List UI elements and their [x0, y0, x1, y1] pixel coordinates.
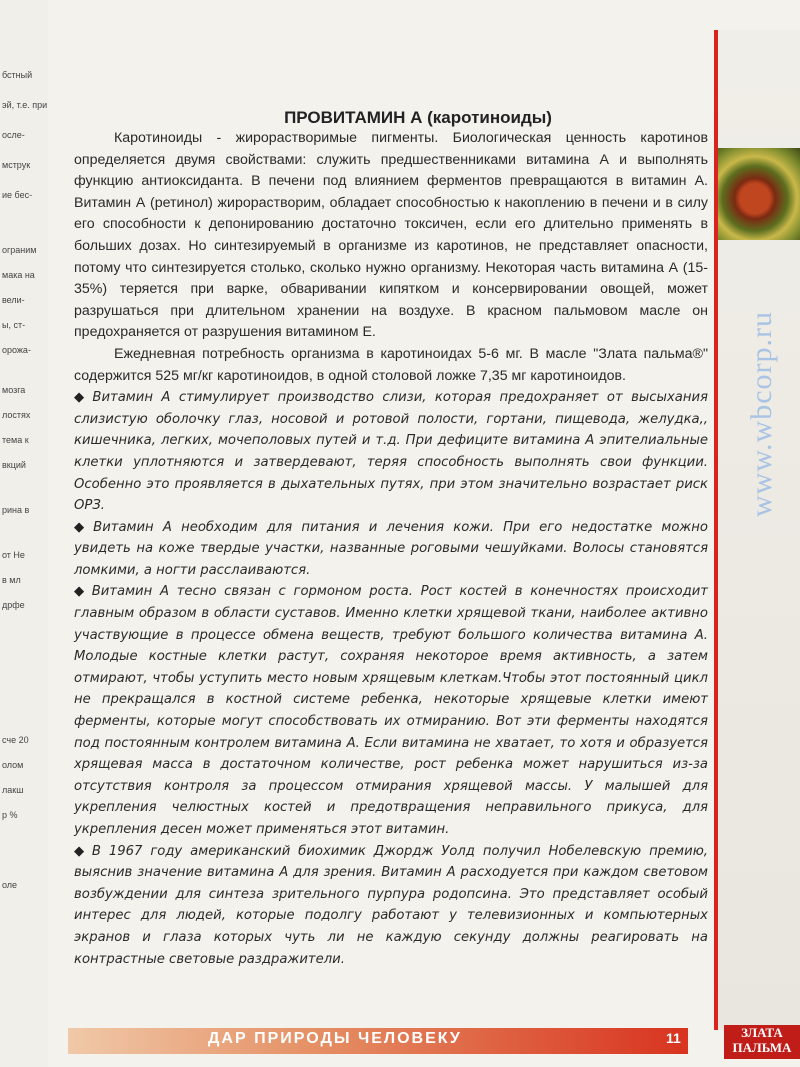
left-page-fragment: дрфе [2, 600, 25, 610]
left-page-fragment: лостях [2, 410, 31, 420]
left-page-fragment: оле [2, 880, 18, 890]
left-page-fragment: ограним [2, 245, 37, 255]
left-page-fragment: олом [2, 760, 24, 770]
left-page-fragment: орожа- [2, 345, 31, 355]
left-page-fragment: бстный [2, 70, 33, 80]
left-page-fragment: осле- [2, 130, 25, 140]
website-url: www.wbcorp.ru [745, 310, 778, 517]
left-page-fragment: вели- [2, 295, 25, 305]
brand-logo [724, 1025, 800, 1059]
diamond-bullet-icon: ◆ [74, 843, 88, 859]
left-page-fragment: в мл [2, 575, 21, 585]
left-page-fragment: мозга [2, 385, 26, 395]
article-body [74, 128, 708, 970]
bullet-item [74, 387, 708, 517]
left-page-edge [0, 0, 49, 1067]
bullet-item [74, 841, 708, 971]
page-number: 11 [666, 1030, 681, 1046]
left-page-fragment: мака на [2, 270, 35, 280]
left-page-fragment: эй, т.е. при [2, 100, 48, 110]
logo-text-line1: ЗЛАТА [741, 1025, 783, 1040]
left-page-fragment: вкций [2, 460, 26, 470]
left-page-fragment: ы, ст- [2, 320, 26, 330]
bullet-text: Витамин А стимулирует производство слизи, которая предохраняет от высыхания слизистую оболочку глаз, носовой и ротовой полости, гортани, пищевода, желудка,, кишечника, легких, мочеполовых путей и т.д. При дефиците витамина А эпителиальные клетки уплотняются и затвердевают, теряя способность выполнять свои функции. Особенно это проявляется в дыхательных путях, при этом значительно возрастает риск ОРЗ. [74, 390, 708, 514]
bullet-item [74, 581, 708, 840]
diamond-bullet-icon: ◆ [74, 584, 88, 600]
diamond-bullet-icon: ◆ [74, 519, 90, 535]
left-page-fragment: лакш [2, 785, 24, 795]
page-title: ПРОВИТАМИН А (каротиноиды) [284, 108, 552, 127]
brochure-page [48, 0, 800, 1067]
paragraph-daily-need: Ежедневная потребность организма в каротиноидах 5-6 мг. В масле "Злата пальма®" содержится 525 мг/кг каротиноидов, в одной столовой ложке 7,35 мг каротиноидов. [74, 345, 708, 384]
logo-text-line2: ПАЛЬМА [732, 1040, 792, 1055]
footer-slogan: ДАР ПРИРОДЫ ЧЕЛОВЕКУ [208, 1030, 462, 1047]
left-page-fragment: мструк [2, 160, 31, 170]
left-page-fragment: р % [2, 810, 18, 820]
left-page-fragment: рина в [2, 505, 30, 515]
paragraph-intro: Каротиноиды - жирорастворимые пигменты. Биологическая ценность каротинов определяется двумя свойствами: служить предшественниками витамина А и выполнять функцию антиоксиданта. В печени под влиянием ферментов превращаются в витамин А. Витамин А (ретинол) жирорастворим, обладает способностью к накоплению в печени и в силу его способности к депонированию достаточно токсичен, если его длительно применять в больших дозах. Но синтезируемый в организме из каротинов, не представляет опасности, потому что синтезируется столько, сколько нужно организму. Некоторая часть витамина А (15-35%) теряется при варке, обваривании кипятком и консервировании овощей, может разрушаться при длительном хранении на воздухе. В красном пальмовом масле он предохраняется от разрушения витамином Е. [74, 130, 708, 341]
left-page-fragment: от Не [2, 550, 25, 560]
bullet-item [74, 517, 708, 582]
diamond-bullet-icon: ◆ [74, 390, 89, 406]
left-page-fragment: тема к [2, 435, 29, 445]
bullet-text: Витамин А тесно связан с гормоном роста. Рост костей в конечностях происходит главным образом в области суставов. Именно клетки хрящевой ткани, наиболее активно участвующие в процессе обмена веществ, требуют большого количества витамина А. Молодые костные клетки растут, сохраняя некоторое время активность, а затем отмирают, чтобы уступить место новым хрящевым клеткам.Чтобы этот постоянный цикл не прекращался в костной системе ребенка, некоторые хрящевые клетки имеют ферменты, которые могут способствовать их отмиранию. Вот эти ферменты находятся под постоянным контролем витамина А. Если витамина не хватает, то хотя и образуется хрящевая масса в достаточном количестве, рост ребенка может нарушиться из-за отсутствия контроля за процессом отмирания хрящевой массы. У малышей для укрепления челюстных костей и предотвращения неправильного прикуса, для укрепления десен может применяться этот витамин. [74, 584, 708, 837]
palm-fruit-photo [718, 148, 800, 240]
bullet-text: Витамин А необходим для питания и лечения кожи. При его недостатке можно увидеть на коже твердые участки, названные роговыми чешуйками. Волосы становятся ломкими, а ногти расслаиваются. [74, 519, 708, 578]
left-page-fragment: ие бес- [2, 190, 33, 200]
bullet-text: В 1967 году американский биохимик Джордж Уолд получил Нобелевскую премию, выяснив значение витамина А для зрения. Витамин А расходуется при каждом световом возбуждении для синтеза зрительного пурпура родопсина. Это представляет особый интерес для людей, которые подолгу работают у телевизионных и компьютерных экранов и глаза которых чуть ли не каждую секунду должны реагировать на контрастные световые раздражители. [74, 843, 708, 967]
left-page-fragment: сче 20 [2, 735, 29, 745]
